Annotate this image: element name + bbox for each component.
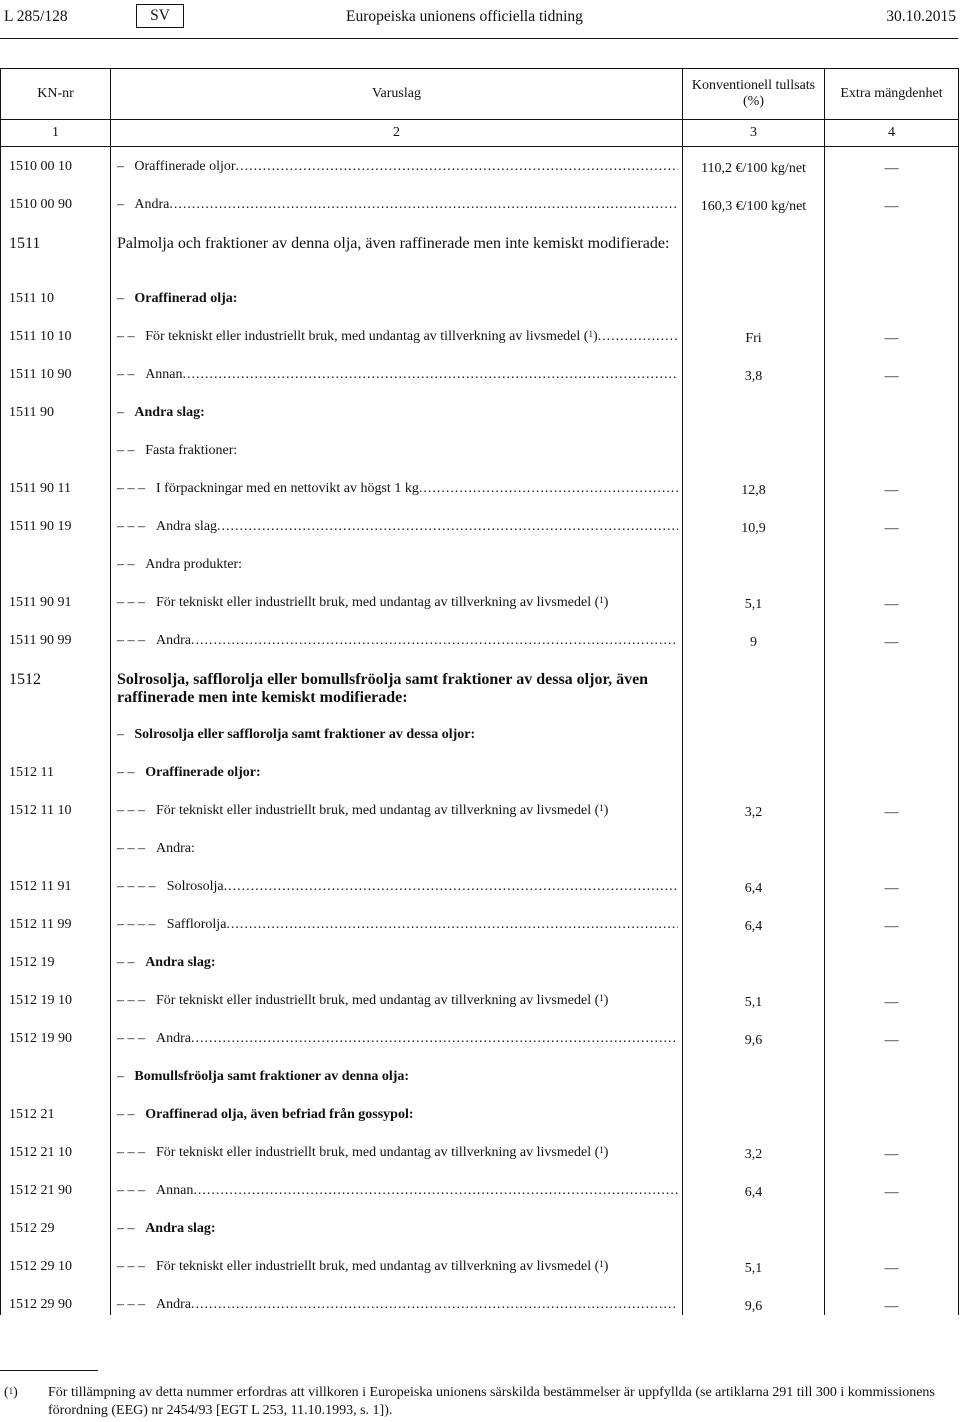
description-text: Andra slag: xyxy=(145,1220,216,1236)
supplementary-unit xyxy=(825,659,959,715)
description xyxy=(111,659,683,715)
leader-dots xyxy=(217,518,678,535)
description-text: Andra: xyxy=(156,840,195,856)
language-badge: SV xyxy=(136,4,184,28)
cn-code: 1512 29 90 xyxy=(1,1285,111,1315)
description-text: Andra xyxy=(156,1296,191,1312)
col-number-2: 2 xyxy=(111,120,683,147)
supplementary-unit: — xyxy=(825,621,959,659)
indent-dashes: – – – xyxy=(117,840,145,856)
cn-code: 1511 90 11 xyxy=(1,469,111,507)
table-row xyxy=(1,943,959,981)
description xyxy=(111,621,683,659)
description xyxy=(111,583,683,621)
indent-dashes: – – – xyxy=(117,1296,145,1312)
description xyxy=(111,1209,683,1247)
description xyxy=(111,1133,683,1171)
indent-dashes: – – – xyxy=(117,992,145,1008)
indent-dashes: – – – – xyxy=(117,916,156,932)
table-row xyxy=(1,185,959,223)
table-row xyxy=(1,583,959,621)
duty-rate: 9 xyxy=(683,621,825,659)
description xyxy=(111,1057,683,1095)
indent-dashes: – – – xyxy=(117,594,145,610)
description-text: För tekniskt eller industriellt bruk, med undantag av tillverkning av livsmedel ($^1$) xyxy=(156,1258,609,1274)
col-number-3: 3 xyxy=(683,120,825,147)
indent-dashes: – xyxy=(117,726,124,742)
duty-rate xyxy=(683,753,825,791)
table-row xyxy=(1,715,959,753)
description-text: Solrosolja eller safflorolja samt fraktioner av dessa oljor: xyxy=(134,726,476,742)
description-text: Andra xyxy=(134,196,170,212)
duty-rate: 12,8 xyxy=(683,469,825,507)
duty-rate: 9,6 xyxy=(683,1285,825,1315)
table-row xyxy=(1,279,959,317)
description xyxy=(111,545,683,583)
description xyxy=(111,753,683,791)
supplementary-unit xyxy=(825,279,959,317)
description xyxy=(111,1247,683,1285)
description-text: Safflorolja xyxy=(166,916,227,932)
description xyxy=(111,147,683,185)
description-text: För tekniskt eller industriellt bruk, med undantag av tillverkning av livsmedel ($^1$) xyxy=(156,802,609,818)
supplementary-unit xyxy=(825,715,959,753)
cn-code: 1512 29 10 xyxy=(1,1247,111,1285)
supplementary-unit: — xyxy=(825,1019,959,1057)
description-text: I förpackningar med en nettovikt av högst 1 kg xyxy=(156,480,419,496)
supplementary-unit xyxy=(825,753,959,791)
table-row xyxy=(1,1285,959,1315)
duty-rate: 5,1 xyxy=(683,583,825,621)
col-number-1: 1 xyxy=(1,120,111,147)
description-text: Andra xyxy=(156,632,191,648)
page-number: L 285/128 xyxy=(4,8,68,25)
supplementary-unit: — xyxy=(825,469,959,507)
duty-rate: 5,1 xyxy=(683,981,825,1019)
supplementary-unit: — xyxy=(825,317,959,355)
description xyxy=(111,943,683,981)
duty-rate xyxy=(683,943,825,981)
indent-dashes: – – xyxy=(117,1220,135,1236)
cn-code: 1511 xyxy=(1,223,111,279)
description xyxy=(111,1171,683,1209)
cn-code: 1512 11 99 xyxy=(1,905,111,943)
indent-dashes: – – – xyxy=(117,1144,145,1160)
description-text: Andra slag: xyxy=(145,954,216,970)
table-row xyxy=(1,469,959,507)
indent-dashes: – xyxy=(117,196,124,212)
cn-code: 1512 19 10 xyxy=(1,981,111,1019)
description xyxy=(111,279,683,317)
supplementary-unit: — xyxy=(825,355,959,393)
supplementary-unit xyxy=(825,1095,959,1133)
leader-dots xyxy=(419,480,678,497)
table-row xyxy=(1,905,959,943)
duty-rate: 110,2 €/100 kg/net xyxy=(683,147,825,185)
cn-code xyxy=(1,1057,111,1095)
indent-dashes: – – – xyxy=(117,518,145,534)
description-text: För tekniskt eller industriellt bruk, med undantag av tillverkning av livsmedel ($^1$) xyxy=(156,992,609,1008)
description-text: Annan xyxy=(145,366,183,382)
header-rule xyxy=(0,38,958,39)
leader-dots xyxy=(193,1182,678,1199)
description xyxy=(111,223,683,279)
cn-code: 1512 19 xyxy=(1,943,111,981)
footnote-mark: ($^1$) xyxy=(4,1385,18,1400)
journal-title: Europeiska unionens officiella tidning xyxy=(346,8,583,25)
footnote-text: För tillämpning av detta nummer erfordras att villkoren i Europeiska unionens särskilda bestämmelser är uppfyllda (se artiklarna 291 till 300 i kommissionens förordning (EEG) nr 2454/93 [EGT L 253, 11.10.1993, s. 1]). xyxy=(48,1385,935,1418)
description-text: Oraffinerade oljor: xyxy=(145,764,261,780)
cn-code: 1510 00 90 xyxy=(1,185,111,223)
table-row xyxy=(1,867,959,905)
supplementary-unit: — xyxy=(825,147,959,185)
description xyxy=(111,469,683,507)
description xyxy=(111,507,683,545)
table-row xyxy=(1,981,959,1019)
table-row xyxy=(1,147,959,185)
supplementary-unit: — xyxy=(825,583,959,621)
duty-rate: 10,9 xyxy=(683,507,825,545)
duty-rate xyxy=(683,279,825,317)
duty-rate: 6,4 xyxy=(683,867,825,905)
indent-dashes: – – xyxy=(117,764,135,780)
description-text: Palmolja och fraktioner av denna olja, även raffinerade men inte kemiskt modifierade: xyxy=(117,234,670,252)
cn-code: 1512 xyxy=(1,659,111,715)
cn-code: 1510 00 10 xyxy=(1,147,111,185)
col-header-kn: KN-nr xyxy=(1,69,111,120)
description xyxy=(111,317,683,355)
description-text: Bomullsfröolja samt fraktioner av denna olja: xyxy=(134,1068,410,1084)
supplementary-unit: — xyxy=(825,791,959,829)
description-text: Fasta fraktioner: xyxy=(145,442,238,458)
description-text: För tekniskt eller industriellt bruk, med undantag av tillverkning av livsmedel ($^1$) xyxy=(156,1144,609,1160)
cn-code xyxy=(1,545,111,583)
duty-rate xyxy=(683,1057,825,1095)
table-row xyxy=(1,659,959,715)
indent-dashes: – – – xyxy=(117,1182,145,1198)
table-row xyxy=(1,1057,959,1095)
duty-rate xyxy=(683,393,825,431)
table-row xyxy=(1,1019,959,1057)
cn-code xyxy=(1,829,111,867)
indent-dashes: – xyxy=(117,404,124,420)
description-text: För tekniskt eller industriellt bruk, med undantag av tillverkning av livsmedel ($^1$) xyxy=(145,328,598,344)
table-row xyxy=(1,1133,959,1171)
indent-dashes: – – – – xyxy=(117,878,156,894)
cn-code: 1511 90 91 xyxy=(1,583,111,621)
leader-dots xyxy=(183,366,678,383)
duty-rate: 9,6 xyxy=(683,1019,825,1057)
leader-dots xyxy=(191,1030,678,1047)
cn-code: 1511 90 xyxy=(1,393,111,431)
indent-dashes: – – xyxy=(117,366,135,382)
supplementary-unit: — xyxy=(825,981,959,1019)
table-row xyxy=(1,829,959,867)
duty-rate: 3,2 xyxy=(683,791,825,829)
description-text: Andra slag xyxy=(156,518,218,534)
cn-code: 1512 11 91 xyxy=(1,867,111,905)
publication-date: 30.10.2015 xyxy=(886,8,956,25)
table-row xyxy=(1,621,959,659)
leader-dots xyxy=(236,158,678,175)
duty-rate xyxy=(683,223,825,279)
table-row xyxy=(1,791,959,829)
supplementary-unit xyxy=(825,943,959,981)
duty-rate: Fri xyxy=(683,317,825,355)
leader-dots xyxy=(191,632,678,649)
col-header-unit: Extra mängdenhet xyxy=(825,69,959,120)
description xyxy=(111,715,683,753)
description-text: Solrosolja, safflorolja eller bomullsfröolja samt fraktioner av dessa oljor, även raffinerade men inte kemiskt modifierade: xyxy=(117,670,649,706)
supplementary-unit: — xyxy=(825,905,959,943)
indent-dashes: – – – xyxy=(117,802,145,818)
tariff-table xyxy=(0,68,959,1315)
supplementary-unit xyxy=(825,223,959,279)
leader-dots xyxy=(598,328,678,345)
duty-rate: 3,8 xyxy=(683,355,825,393)
supplementary-unit: — xyxy=(825,867,959,905)
cn-code: 1511 10 xyxy=(1,279,111,317)
supplementary-unit xyxy=(825,545,959,583)
supplementary-unit: — xyxy=(825,185,959,223)
description xyxy=(111,1095,683,1133)
description xyxy=(111,1019,683,1057)
description-text: För tekniskt eller industriellt bruk, med undantag av tillverkning av livsmedel ($^1$) xyxy=(156,594,609,610)
cn-code xyxy=(1,715,111,753)
duty-rate: 3,2 xyxy=(683,1133,825,1171)
description xyxy=(111,355,683,393)
indent-dashes: – – – xyxy=(117,632,145,648)
description-text: Oraffinerade oljor xyxy=(134,159,236,174)
duty-rate xyxy=(683,829,825,867)
description-text: Andra xyxy=(156,1030,191,1046)
supplementary-unit: — xyxy=(825,1247,959,1285)
description xyxy=(111,867,683,905)
cn-code: 1512 11 xyxy=(1,753,111,791)
cn-code: 1511 90 99 xyxy=(1,621,111,659)
indent-dashes: – – xyxy=(117,442,135,458)
supplementary-unit: — xyxy=(825,1285,959,1315)
cn-code: 1512 19 90 xyxy=(1,1019,111,1057)
supplementary-unit xyxy=(825,829,959,867)
duty-rate xyxy=(683,1209,825,1247)
table-row xyxy=(1,753,959,791)
supplementary-unit: — xyxy=(825,507,959,545)
cn-code: 1511 90 19 xyxy=(1,507,111,545)
table-row xyxy=(1,545,959,583)
duty-rate xyxy=(683,545,825,583)
indent-dashes: – – – xyxy=(117,1258,145,1274)
description xyxy=(111,431,683,469)
indent-dashes: – – – xyxy=(117,1030,145,1046)
leader-dots xyxy=(224,878,678,895)
col-number-4: 4 xyxy=(825,120,959,147)
cn-code: 1512 21 xyxy=(1,1095,111,1133)
cn-code: 1512 29 xyxy=(1,1209,111,1247)
duty-rate xyxy=(683,1095,825,1133)
supplementary-unit: — xyxy=(825,1133,959,1171)
description xyxy=(111,185,683,223)
table-row xyxy=(1,1247,959,1285)
description-text: Solrosolja xyxy=(166,878,224,894)
indent-dashes: – – – xyxy=(117,480,145,496)
indent-dashes: – – xyxy=(117,556,135,572)
supplementary-unit xyxy=(825,1209,959,1247)
cn-code: 1512 11 10 xyxy=(1,791,111,829)
description-text: Annan xyxy=(156,1182,194,1198)
duty-rate: 6,4 xyxy=(683,1171,825,1209)
indent-dashes: – xyxy=(117,1068,124,1084)
col-header-desc: Varuslag xyxy=(111,69,683,120)
duty-rate xyxy=(683,659,825,715)
table-row xyxy=(1,223,959,279)
page-header xyxy=(0,8,958,28)
description xyxy=(111,981,683,1019)
table-row xyxy=(1,1095,959,1133)
table-row xyxy=(1,355,959,393)
description-text: Oraffinerad olja: xyxy=(134,290,238,306)
indent-dashes: – xyxy=(117,159,124,174)
duty-rate: 5,1 xyxy=(683,1247,825,1285)
supplementary-unit: — xyxy=(825,1171,959,1209)
table-row xyxy=(1,1209,959,1247)
cn-code: 1511 10 90 xyxy=(1,355,111,393)
indent-dashes: – xyxy=(117,290,124,306)
description xyxy=(111,829,683,867)
table-row xyxy=(1,431,959,469)
cn-code: 1511 10 10 xyxy=(1,317,111,355)
indent-dashes: – – xyxy=(117,1106,135,1122)
footnote-rule xyxy=(0,1370,98,1371)
description-text: Andra slag: xyxy=(134,404,205,420)
leader-dots xyxy=(169,196,678,213)
cn-code: 1512 21 90 xyxy=(1,1171,111,1209)
description xyxy=(111,791,683,829)
duty-rate xyxy=(683,715,825,753)
supplementary-unit xyxy=(825,431,959,469)
leader-dots xyxy=(191,1296,678,1313)
table-row xyxy=(1,393,959,431)
tariff-table-body xyxy=(1,147,959,1315)
leader-dots xyxy=(226,916,678,933)
duty-rate: 6,4 xyxy=(683,905,825,943)
description xyxy=(111,1285,683,1315)
col-header-rate xyxy=(683,69,825,120)
indent-dashes: – – xyxy=(117,328,135,344)
duty-rate xyxy=(683,431,825,469)
table-row xyxy=(1,1171,959,1209)
cn-code: 1512 21 10 xyxy=(1,1133,111,1171)
description xyxy=(111,393,683,431)
cn-code xyxy=(1,431,111,469)
table-row xyxy=(1,317,959,355)
description xyxy=(111,905,683,943)
description-text: Oraffinerad olja, även befriad från gossypol: xyxy=(145,1106,414,1122)
supplementary-unit xyxy=(825,1057,959,1095)
supplementary-unit xyxy=(825,393,959,431)
table-row xyxy=(1,507,959,545)
description-text: Andra produkter: xyxy=(145,556,242,572)
duty-rate: 160,3 €/100 kg/net xyxy=(683,185,825,223)
indent-dashes: – – xyxy=(117,954,135,970)
col-header-rate-label: Konventionell tullsats (%) xyxy=(691,78,816,109)
